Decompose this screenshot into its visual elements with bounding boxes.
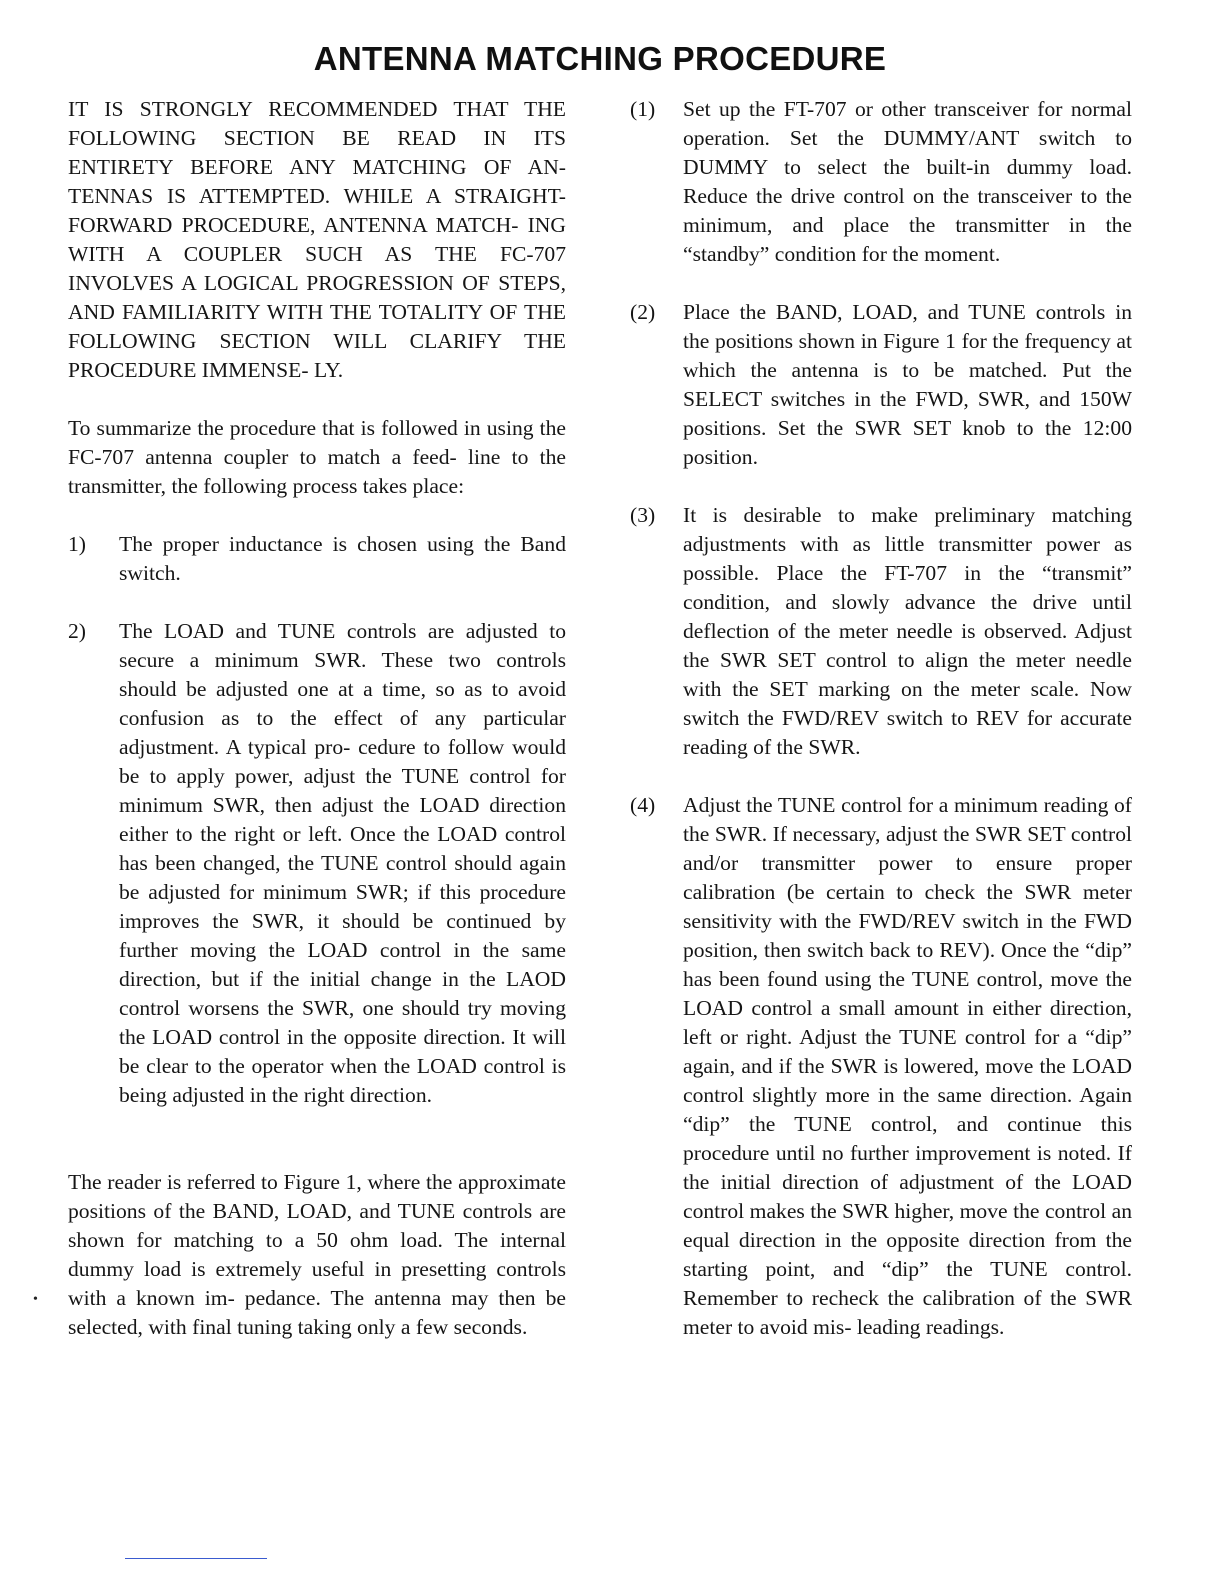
process-step-1 [68, 530, 566, 588]
step-text: Place the BAND, LOAD, and TUNE controls in the positions shown in Figure 1 for the frequency at which the antenna is to be matched. Put the SELECT switches in the FWD, SWR, and 150W positions. Set the SWR SET knob to the 12:00 position. [683, 300, 1132, 469]
left-column [68, 95, 566, 1371]
step-text: The proper inductance is chosen using the Band switch. [119, 532, 566, 585]
procedure-step-3 [630, 501, 1132, 762]
bottom-rule [125, 1558, 267, 1559]
step-number: (3) [630, 503, 656, 527]
step-number: 1) [68, 532, 86, 556]
step-number: (1) [630, 97, 656, 121]
page-title: ANTENNA MATCHING PROCEDURE [313, 40, 887, 77]
step-text: The LOAD and TUNE controls are adjusted to secure a minimum SWR. These two controls should be adjusted one at a time, so as to avoid confusion as to the effect of any particular adjustment. A typical pro- cedure to follow would be to apply power, adjust the TUNE control for minimum SWR, then adjust the LOAD direction either to the right or left. Once the LOAD control has been changed, the TUNE control should again be adjusted for minimum SWR; if this procedure improves the SWR, it should be continued by further moving the LOAD control in the same direction, but if the initial change in the LAOD control worsens the SWR, one should try moving the LOAD control in the opposite direction. It will be clear to the operator when the LOAD control is being adjusted in the right direction. [119, 619, 566, 1107]
bullet-mark: • [33, 1292, 38, 1307]
step-text: Adjust the TUNE control for a minimum reading of the SWR. If necessary, adjust the SWR SET control and/or transmitter power to ensure proper calibration (be certain to check the SWR meter sensitivity with the FWD/REV switch in the FWD position, then switch back to REV). Once the “dip” has been found using the TUNE control, move the LOAD control a small amount in either direction, left or right. Adjust the TUNE control for a “dip” again, and if the SWR is lowered, move the LOAD control slightly more in the same direction. Again “dip” the TUNE control, and continue this procedure until no further improvement is noted. If the initial direction of adjustment of the LOAD control makes the SWR higher, move the control an equal direction in the opposite direction from the starting point, and “dip” the TUNE control. Remember to recheck the calibration of the SWR meter to avoid mis- leading readings. [683, 793, 1132, 1339]
step-text: Set up the FT-707 or other transceiver for normal operation. Set the DUMMY/ANT switch to DUMMY to select the built-in dummy load. Reduce the drive control on the transceiver to the minimum, and place the transmitter in the “standby” condition for the moment. [683, 97, 1132, 266]
step-number: (4) [630, 793, 656, 817]
procedure-step-1 [630, 95, 1132, 269]
procedure-step-2 [630, 298, 1132, 472]
step-number: 2) [68, 619, 86, 643]
process-step-2 [68, 617, 566, 1110]
right-column [630, 95, 1132, 1371]
step-number: (2) [630, 300, 656, 324]
summary-paragraph: To summarize the procedure that is followed in using the FC-707 antenna coupler to match a feed- line to the transmitter, the following process takes place: [68, 416, 566, 498]
figure-reference-paragraph: The reader is referred to Figure 1, where the approximate positions of the BAND, LOAD, and TUNE controls are shown for matching to a 50 ohm load. The internal dummy load is extremely useful in presetting controls with a known im- pedance. The antenna may then be selected, with final tuning taking only a few seconds. [68, 1170, 566, 1339]
step-text: It is desirable to make preliminary matching adjustments with as little transmitter power as possible. Place the FT-707 in the “transmit” condition, and slowly advance the drive until deflection of the meter needle is observed. Adjust the SWR SET control to align the meter needle with the SET marking on the meter scale. Now switch the FWD/REV switch to REV for accurate reading of the SWR. [683, 503, 1132, 759]
procedure-step-4 [630, 791, 1132, 1342]
warning-paragraph: IT IS STRONGLY RECOMMENDED THAT THE FOLLOWING SECTION BE READ IN ITS ENTIRETY BEFORE ANY MATCHING OF AN- TENNAS IS ATTEMPTED. WHILE A STRAIGHT- FORWARD PROCEDURE, ANTENNA MATCH- ING WITH A COUPLER SUCH AS THE FC-707 INVOLVES A LOGICAL PROGRESSION OF STEPS, AND FAMILIARITY WITH THE TOTALITY OF THE FOLLOWING SECTION WILL CLARIFY THE PROCEDURE IMMENSE- LY. [68, 97, 566, 382]
